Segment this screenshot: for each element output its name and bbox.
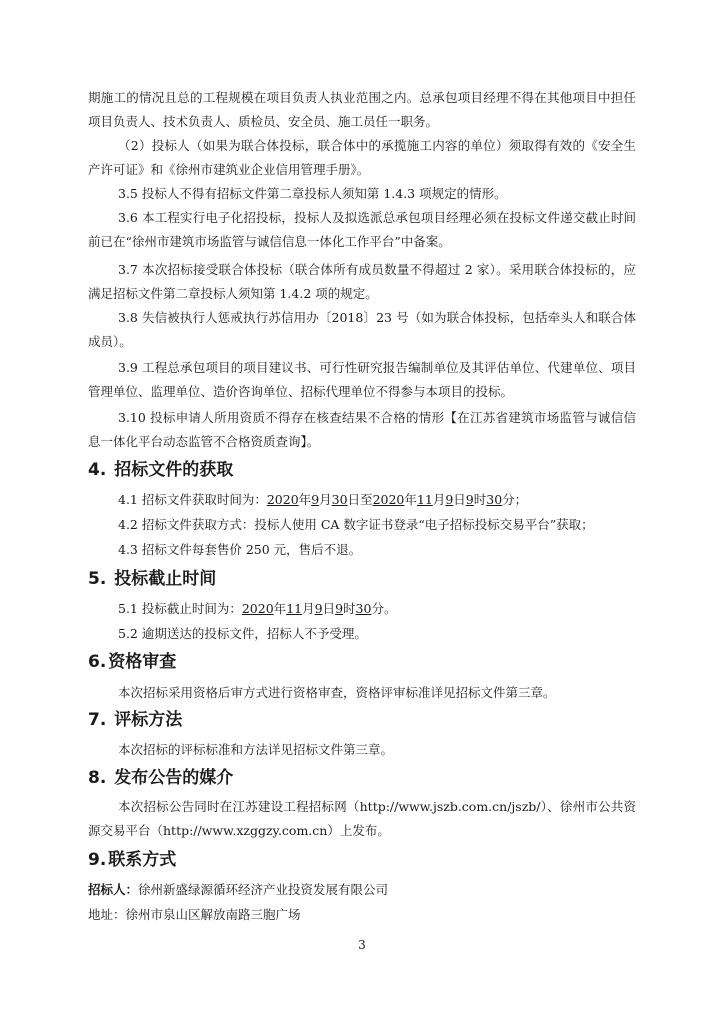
unit-hour: 时 [343,601,356,616]
paragraph-continuation: 期施工的情况且总的工程规模在项目负责人执业范围之内。总承包项目经理不得在其他项目中担任项目负责人、技术负责人、质检员、安全员、施工员任一职务。 [88,90,636,129]
section-heading-8 [88,764,636,792]
item-4-2: 4.2 招标文件获取方式：投标人使用 CA 数字证书登录“电子招标投标交易平台”获取； [118,517,594,532]
date-day: 9 [314,601,323,616]
item-4-1 [88,488,636,512]
tenderer-value: 徐州新盛绿源循环经济产业投资发展有限公司 [138,882,389,897]
address-label: 地址： [88,907,126,922]
unit-day-to: 日至 [347,492,373,507]
paragraph-3-5: 3.5 投标人不得有招标文件第二章投标人须知第 1.4.3 项规定的情形。 [118,186,507,201]
unit-month: 月 [432,492,446,507]
section-heading-9 [88,846,636,874]
paragraph-3-7: 3.7 本次招标接受联合体投标（联合体所有成员数量不得超过 2 家）。采用联合体投标的，应满足招标文件第二章投标人须知第 1.4.2 项的规定。 [88,262,636,301]
page-number: 3 [358,938,366,952]
time-minute: 30 [486,492,503,507]
section-8-body: 本次招标公告同时在江苏建设工程招标网（http://www.jszb.com.cn/jszb/）、徐州市公共资源交易平台（http://www.xzggzy.com.cn）上发布。 [88,799,636,838]
unit-year: 年 [273,601,287,616]
section-number: 8. [88,768,107,788]
date-month: 9 [311,492,320,507]
section-number: 6. [88,652,107,672]
unit-month: 月 [302,601,315,616]
item-prefix: 4.1 招标文件获取时间为： [118,492,267,507]
item-prefix: 5.1 投标截止时间为： [118,601,242,616]
section-7-body: 本次招标的评标标准和方法详见招标文件第三章。 [118,742,394,757]
section-number: 9. [88,850,107,870]
unit-month: 月 [319,492,332,507]
unit-minute: 分； [502,492,528,507]
date-year: 2020 [241,601,274,616]
tenderer-line [88,878,636,902]
section-title: 评标方法 [114,710,183,730]
section-6-body: 本次招标采用资格后审方式进行资格审查，资格评审标准详见招标文件第三章。 [118,685,556,700]
section-heading-7 [88,706,636,734]
section-heading-5 [88,565,636,593]
section-heading-6 [88,648,636,676]
section-title: 联系方式 [108,850,177,870]
item-4-3: 4.3 招标文件每套售价 250 元，售后不退。 [118,542,362,557]
address-value: 徐州市泉山区解放南路三胞广场 [125,907,301,922]
date-day: 9 [445,492,454,507]
unit-day: 日 [453,492,466,507]
date-year: 2020 [266,492,299,507]
paragraph-3-10: 3.10 投标申请人所用资质不得存在核查结果不合格的情形【在江苏省建筑市场监管与诚信信息一体化平台动态监管不合格资质查询】。 [88,410,636,449]
section-title: 发布公告的媒介 [114,768,234,788]
section-title: 资格审查 [108,652,177,672]
section-heading-4 [88,456,636,484]
paragraph-qualification-2: （2）投标人（如果为联合体投标，联合体中的承揽施工内容的单位）须取得有效的《安全生产许可证》和《徐州市建筑业企业信用管理手册》。 [88,138,636,177]
date-day: 30 [331,492,348,507]
unit-year: 年 [404,492,417,507]
time-hour: 9 [335,601,344,616]
address-line [88,903,636,927]
date-month: 11 [286,601,303,616]
paragraph-3-9: 3.9 工程总承包项目的项目建议书、可行性研究报告编制单位及其评估单位、代建单位、项目管理单位、监理单位、造价咨询单位、招标代理单位不得参与本项目的投标。 [88,360,636,399]
time-hour: 9 [465,492,474,507]
date-month: 11 [416,492,433,507]
tenderer-label: 招标人： [88,882,139,897]
date-year: 2020 [372,492,405,507]
paragraph-3-6: 3.6 本工程实行电子化招投标，投标人及拟选派总承包项目经理必须在投标文件递交截止时间前已在“徐州市建筑市场监管与诚信信息一体化工作平台”中备案。 [88,210,636,249]
unit-minute: 分。 [371,601,397,616]
item-5-2: 5.2 逾期送达的投标文件，招标人不予受理。 [118,626,367,641]
section-number: 4. [88,460,107,480]
unit-hour: 时 [473,492,487,507]
item-5-1 [88,597,636,621]
time-minute: 30 [355,601,372,616]
section-number: 7. [88,710,107,730]
section-title: 招标文件的获取 [114,460,234,480]
unit-day: 日 [322,601,336,616]
section-number: 5. [88,569,107,589]
unit-year: 年 [298,492,312,507]
paragraph-3-8: 3.8 失信被执行人惩戒执行苏信用办〔2018〕23 号（如为联合体投标，包括牵头人和联合体成员）。 [88,310,636,349]
section-title: 投标截止时间 [114,569,217,589]
